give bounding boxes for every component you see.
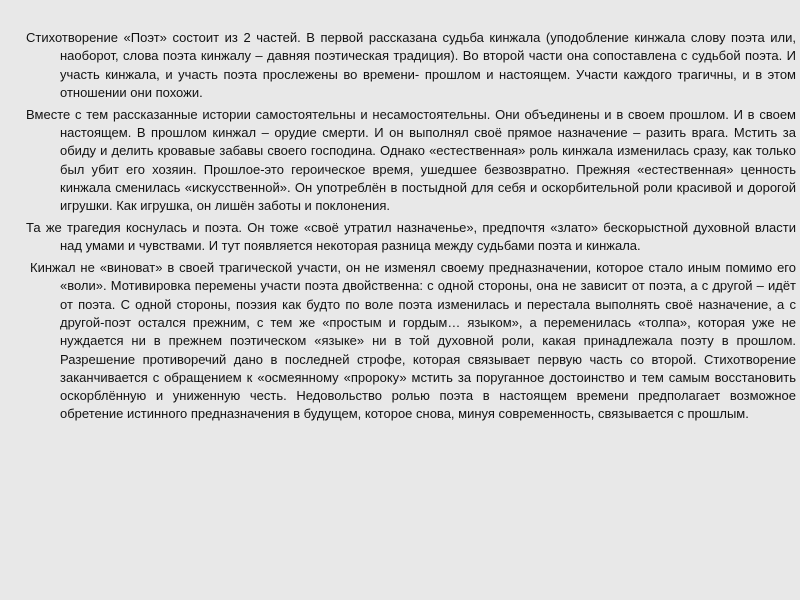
paragraph: Кинжал не «виноват» в своей трагической участи, он не изменял своему предназначении, которое стало иным помимо его «воли». Мотивировка перемены участи поэта двойственна: с одной стороны, она не зависит от поэта, а с другой – идёт от поэта. С одной стороны, поэзия как будто по воле поэта изменилась и перестала выполнять своё назначение, а с другой-поэт остался прежним, с тем же «простым и гордым… языком», а переменилась «толпа», которая уже не нуждается ни в прежнем поэтическом «языке» ни в той духовной роли, какая принадлежала поэту в прошлом. Разрешение противоречий дано в последней строфе, которая связывает первую часть со второй. Стихотворение заканчивается с обращением к «осмеянному «пророку» мстить за поруганное достоинство и тем самым восстановить оскорблённую и униженную честь. Недовольство ролью поэта в настоящем времени предполагает возможное обретение истинного предназначения в будущем, которое снова, минуя современность, связывается с прошлым. xyxy=(30,260,796,422)
document-text xyxy=(26,29,796,427)
paragraph: Вместе с тем рассказанные истории самостоятельны и несамостоятельны. Они объединены и в своем прошлом. И в своем настоящем. В прошлом кинжал – орудие смерти. И он выполнял своё прямое назначение – разить врага. Мстить за обиду и делить кровавые забавы своего господина. Однако «естественная» роль кинжала изменилась сразу, как только был убит его хозяин. Прошлое-это героическое время, ушедшее безвозвратно. Прежняя «естественная» ценность кинжала сменилась «искусственной». Он употреблён в постыдной для себя и оскорбительной роли красивой и дорогой игрушки. Как игрушка, он лишён заботы и поклонения. xyxy=(26,106,796,214)
paragraph: Та же трагедия коснулась и поэта. Он тоже «своё утратил назначенье», предпочтя «злато» бескорыстной духовной власти над умами и чувствами. И тут появляется некоторая разница между судьбами поэта и кинжала. xyxy=(26,219,796,254)
paragraph: Стихотворение «Поэт» состоит из 2 частей. В первой рассказана судьба кинжала (уподобление кинжала слову поэта или, наоборот, слова поэта кинжалу – давняя поэтическая традиция). Во второй части она сопоставлена с судьбой поэта. И участь кинжала, и участь поэта прослежены во времени- прошлом и настоящем. Участи каждого трагичны, и в этом отношении они похожи. xyxy=(26,30,796,100)
